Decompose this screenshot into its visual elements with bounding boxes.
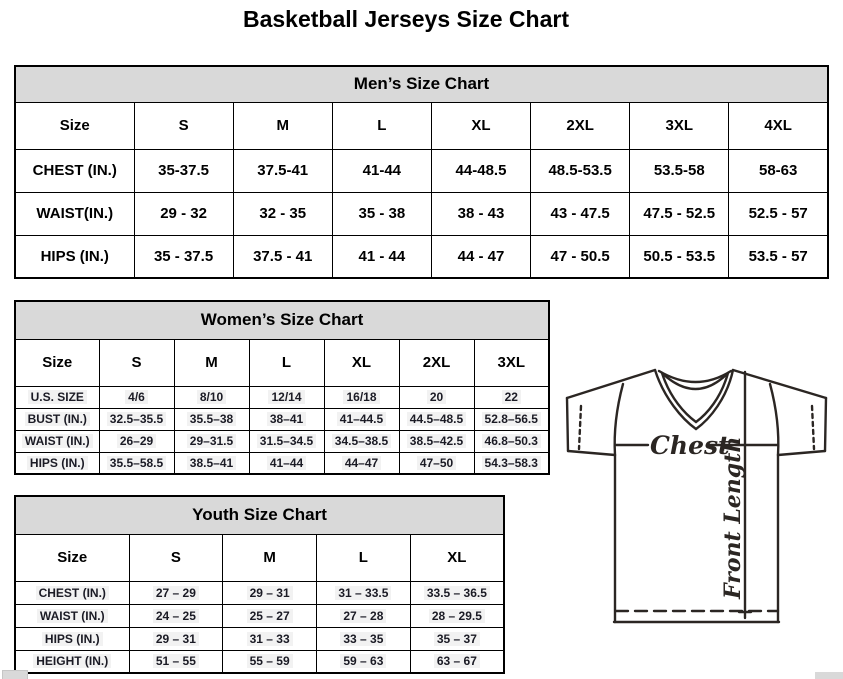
page-title: Basketball Jerseys Size Chart	[242, 6, 569, 32]
table-row	[15, 452, 549, 474]
table-cell: 59 – 63	[317, 650, 411, 673]
column-header: M	[174, 339, 249, 386]
row-label: HIPS (IN.)	[15, 235, 134, 278]
column-header: S	[99, 339, 174, 386]
bottom-left-artifact-box	[2, 670, 28, 679]
table-cell: 37.5 - 41	[233, 235, 332, 278]
table-row	[15, 604, 504, 627]
table-cell: 35 – 37	[410, 627, 504, 650]
table-cell: 41–44.5	[324, 408, 399, 430]
table-cell: 28 – 29.5	[410, 604, 504, 627]
column-header: S	[134, 102, 233, 149]
table-cell: 27 – 29	[129, 581, 223, 604]
left-shoulder-seam	[567, 370, 655, 398]
table-cell: 32.5–35.5	[99, 408, 174, 430]
table-cell: 20	[399, 386, 474, 408]
table-row	[15, 581, 504, 604]
table-cell: 44 - 47	[431, 235, 530, 278]
womens-section-title: Women’s Size Chart	[15, 301, 549, 339]
column-header: L	[332, 102, 431, 149]
row-label: HEIGHT (IN.)	[15, 650, 129, 673]
corner-header: Size	[15, 534, 129, 581]
table-cell: 47 - 50.5	[531, 235, 630, 278]
table-row	[15, 192, 828, 235]
table-row	[15, 430, 549, 452]
column-header: S	[129, 534, 223, 581]
table-cell: 41-44	[332, 149, 431, 192]
column-header: 3XL	[474, 339, 549, 386]
table-cell: 38.5–41	[174, 452, 249, 474]
table-cell: 47–50	[399, 452, 474, 474]
table-row	[15, 339, 549, 386]
table-cell: 48.5-53.5	[531, 149, 630, 192]
row-label: WAIST (IN.)	[15, 430, 99, 452]
table-cell: 37.5-41	[233, 149, 332, 192]
table-cell: 51 – 55	[129, 650, 223, 673]
table-row	[15, 149, 828, 192]
column-header: 2XL	[399, 339, 474, 386]
table-row	[15, 534, 504, 581]
row-label: BUST (IN.)	[15, 408, 99, 430]
front-length-label: Front Length	[720, 436, 746, 599]
table-cell: 34.5–38.5	[324, 430, 399, 452]
row-label: WAIST (IN.)	[15, 604, 129, 627]
left-sleeve-outer-edge	[567, 398, 568, 451]
table-cell: 31 – 33.5	[317, 581, 411, 604]
table-cell: 41 - 44	[332, 235, 431, 278]
table-cell: 31.5–34.5	[249, 430, 324, 452]
table-row	[15, 408, 549, 430]
left-sleeve-bottom-edge	[568, 451, 615, 455]
right-sleeve-bottom-edge	[778, 451, 825, 455]
bottom-right-artifact-box	[815, 672, 843, 679]
row-label: CHEST (IN.)	[15, 149, 134, 192]
table-cell: 53.5 - 57	[729, 235, 828, 278]
column-header: L	[317, 534, 411, 581]
corner-header: Size	[15, 102, 134, 149]
table-cell: 43 - 47.5	[531, 192, 630, 235]
row-label: WAIST(IN.)	[15, 192, 134, 235]
right-shoulder-seam	[733, 370, 826, 398]
column-header: 2XL	[531, 102, 630, 149]
column-header: XL	[431, 102, 530, 149]
column-header: M	[223, 534, 317, 581]
row-label: HIPS (IN.)	[15, 452, 99, 474]
column-header: 3XL	[630, 102, 729, 149]
column-header: XL	[410, 534, 504, 581]
table-row	[15, 650, 504, 673]
table-cell: 52.5 - 57	[729, 192, 828, 235]
table-cell: 27 – 28	[317, 604, 411, 627]
table-row	[15, 235, 828, 278]
table-cell: 52.8–56.5	[474, 408, 549, 430]
table-cell: 32 - 35	[233, 192, 332, 235]
row-label: CHEST (IN.)	[15, 581, 129, 604]
table-cell: 29–31.5	[174, 430, 249, 452]
table-cell: 4/6	[99, 386, 174, 408]
table-cell: 35.5–58.5	[99, 452, 174, 474]
left-cuff-dashed-line	[579, 406, 581, 449]
table-cell: 29 – 31	[223, 581, 317, 604]
table-cell: 41–44	[249, 452, 324, 474]
table-cell: 35.5–38	[174, 408, 249, 430]
table-cell: 12/14	[249, 386, 324, 408]
corner-header: Size	[15, 339, 99, 386]
table-cell: 33 – 35	[317, 627, 411, 650]
table-cell: 31 – 33	[223, 627, 317, 650]
table-cell: 29 – 31	[129, 627, 223, 650]
table-cell: 16/18	[324, 386, 399, 408]
youth-size-table	[14, 495, 505, 674]
table-cell: 54.3–58.3	[474, 452, 549, 474]
youth-section-title: Youth Size Chart	[15, 496, 504, 534]
table-row	[15, 102, 828, 149]
table-cell: 25 – 27	[223, 604, 317, 627]
table-cell: 35-37.5	[134, 149, 233, 192]
womens-size-table	[14, 300, 550, 475]
table-cell: 47.5 - 52.5	[630, 192, 729, 235]
table-row	[15, 496, 504, 534]
table-cell: 44–47	[324, 452, 399, 474]
table-cell: 38–41	[249, 408, 324, 430]
right-cuff-dashed-line	[812, 406, 814, 449]
row-label: U.S. SIZE	[15, 386, 99, 408]
column-header: L	[249, 339, 324, 386]
table-cell: 26–29	[99, 430, 174, 452]
right-sleeve-outer-edge	[825, 398, 826, 451]
chest-label: Chest	[650, 431, 730, 460]
column-header: M	[233, 102, 332, 149]
table-cell: 35 - 37.5	[134, 235, 233, 278]
table-cell: 33.5 – 36.5	[410, 581, 504, 604]
table-cell: 24 – 25	[129, 604, 223, 627]
table-cell: 22	[474, 386, 549, 408]
table-cell: 50.5 - 53.5	[630, 235, 729, 278]
table-cell: 63 – 67	[410, 650, 504, 673]
column-header: 4XL	[729, 102, 828, 149]
table-cell: 38.5–42.5	[399, 430, 474, 452]
mens-size-table	[14, 65, 829, 279]
table-cell: 8/10	[174, 386, 249, 408]
row-label: HIPS (IN.)	[15, 627, 129, 650]
table-row	[15, 386, 549, 408]
table-cell: 55 – 59	[223, 650, 317, 673]
table-cell: 29 - 32	[134, 192, 233, 235]
jersey-measurement-diagram	[558, 366, 835, 628]
table-cell: 46.8–50.3	[474, 430, 549, 452]
table-row	[15, 301, 549, 339]
table-cell: 44.5–48.5	[399, 408, 474, 430]
table-cell: 44-48.5	[431, 149, 530, 192]
table-row	[15, 627, 504, 650]
mens-section-title: Men’s Size Chart	[15, 66, 828, 102]
table-cell: 38 - 43	[431, 192, 530, 235]
table-cell: 35 - 38	[332, 192, 431, 235]
table-row	[15, 66, 828, 102]
table-cell: 53.5-58	[630, 149, 729, 192]
table-cell: 58-63	[729, 149, 828, 192]
column-header: XL	[324, 339, 399, 386]
